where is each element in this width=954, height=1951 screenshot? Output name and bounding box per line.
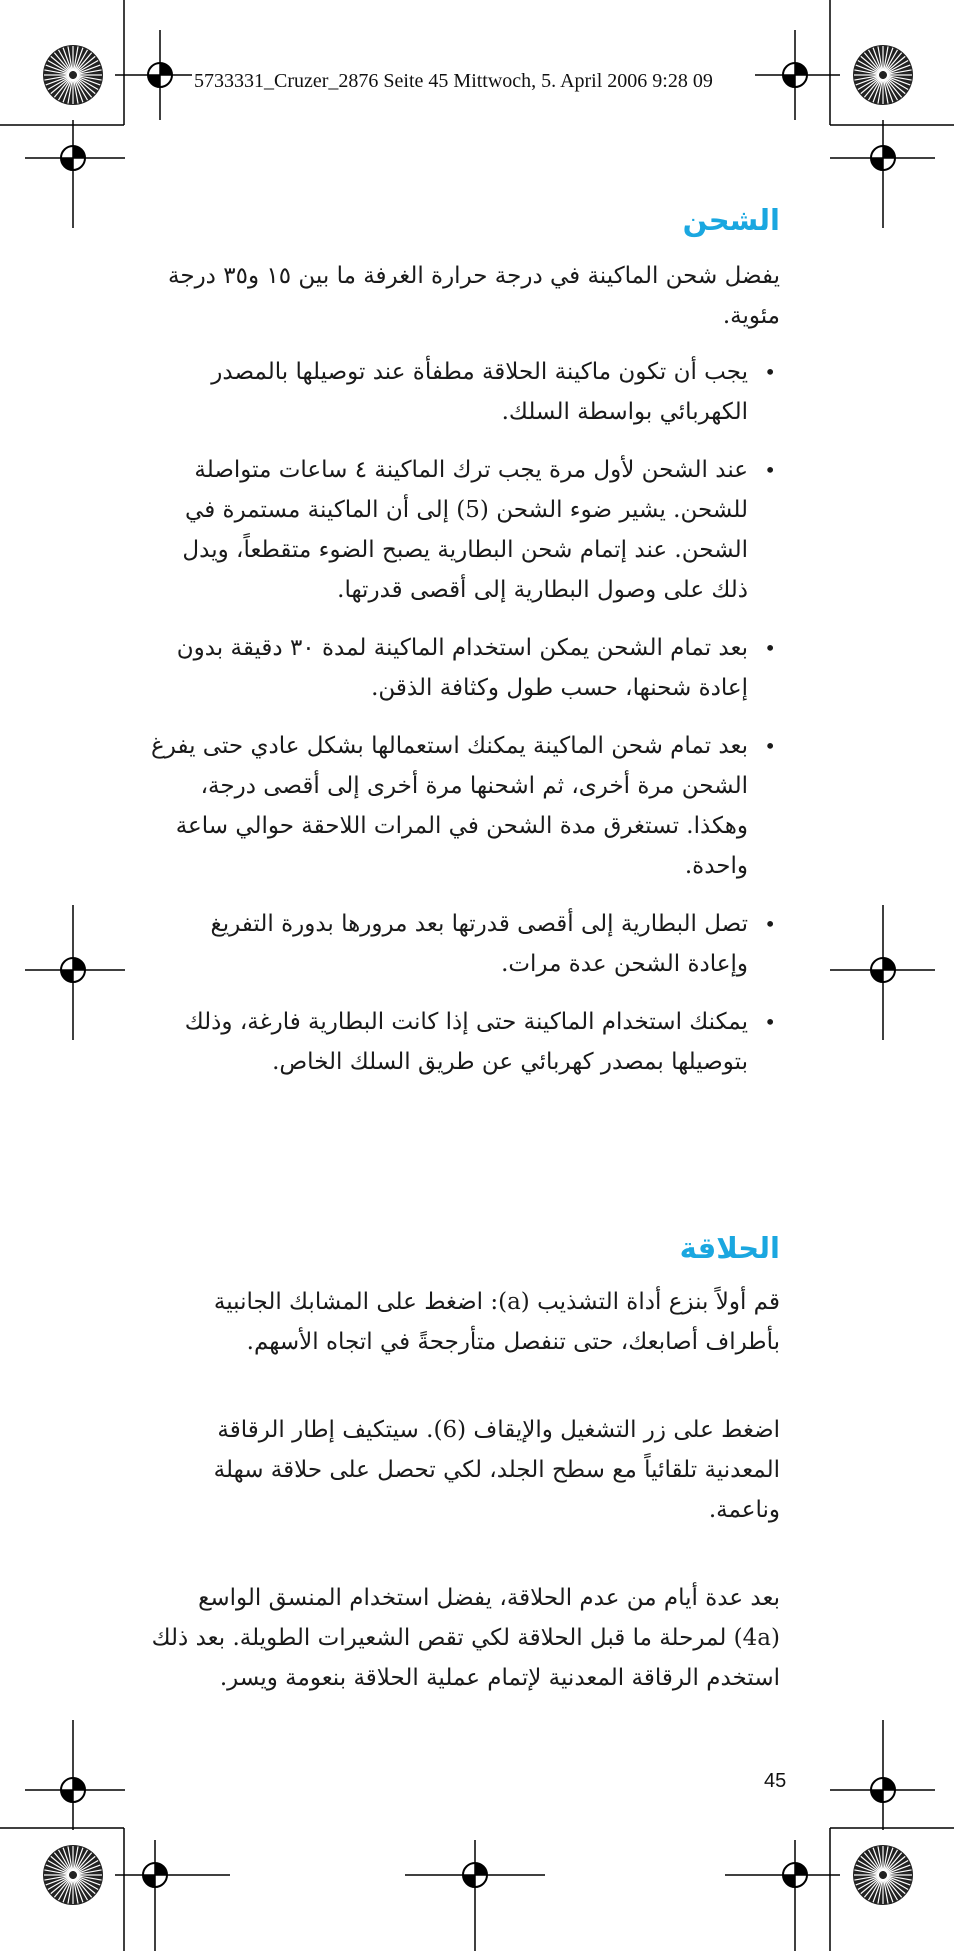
list-item: • تصل البطارية إلى أقصى قدرتها بعد مرورها بدورة التفريغ وإعادة الشحن عدة مرات. [150,904,780,984]
list-item: • يجب أن تكون ماكينة الحلاقة مطفأة عند توصيلها بالمصدر الكهربائي بواسطة السلك. [150,352,780,432]
list-item: • يمكنك استخدام الماكينة حتى إذا كانت البطارية فارغة، وذلك بتوصيلها بمصدر كهربائي عن طريق السلك الخاص. [150,1002,780,1082]
bullet-icon: • [764,1010,776,1034]
slug-line: 5733331_Cruzer_2876 Seite 45 Mittwoch, 5. April 2006 9:28 09 [194,70,713,92]
charging-section [150,200,780,1100]
page-number: 45 [764,1770,787,1792]
bullet-icon: • [764,360,776,384]
charging-title: الشحن [682,203,780,237]
shaving-paragraph: قم أولاً بنزع أداة التشذيب (a): اضغط على المشابك الجانبية بأطراف أصابعك، حتى تنفصل متأرجحةً في اتجاه الأسهم. [213,1289,780,1355]
shaving-section [150,1228,780,1698]
bullet-icon: • [764,734,776,758]
charging-intro: يفضل شحن الماكينة في درجة حرارة الغرفة ما بين ١٥ و٣٥ درجة مئوية. [168,263,780,329]
list-item: • بعد تمام الشحن يمكن استخدام الماكينة لمدة ٣٠ دقيقة بدون إعادة شحنها، حسب طول وكثافة الذقن. [150,628,780,708]
list-item: • عند الشحن لأول مرة يجب ترك الماكينة ٤ ساعات متواصلة للشحن. يشير ضوء الشحن (5) إلى أن الماكينة مستمرة في الشحن. عند إتمام شحن البطارية يصبح الضوء متقطعاً، ويدل ذلك على وصول البطارية إلى أقصى قدرتها. [150,450,780,610]
shaving-paragraph: اضغط على زر التشغيل والإيقاف (6). سيتكيف إطار الرقاقة المعدنية تلقائياً مع سطح الجلد، لكي تحصل على حلاقة سهلة وناعمة. [213,1417,780,1523]
shaving-paragraph: بعد عدة أيام من عدم الحلاقة، يفضل استخدام المنسق الواسع (4a) لمرحلة ما قبل الحلاقة لكي تقص الشعيرات الطويلة. بعد ذلك استخدم الرقاقة المعدنية لإتمام عملية الحلاقة بنعومة ويسر. [151,1585,780,1691]
charging-bullet-list [150,352,780,1082]
list-item: • بعد تمام شحن الماكينة يمكنك استعمالها بشكل عادي حتى يفرغ الشحن مرة أخرى، ثم اشحنها مرة أخرى إلى أقصى درجة، وهكذا. تستغرق مدة الشحن في المرات اللاحقة حوالي ساعة واحدة. [150,726,780,886]
bullet-icon: • [764,912,776,936]
bullet-icon: • [764,458,776,482]
shaving-title: الحلاقة [679,1231,780,1265]
bullet-icon: • [764,636,776,660]
